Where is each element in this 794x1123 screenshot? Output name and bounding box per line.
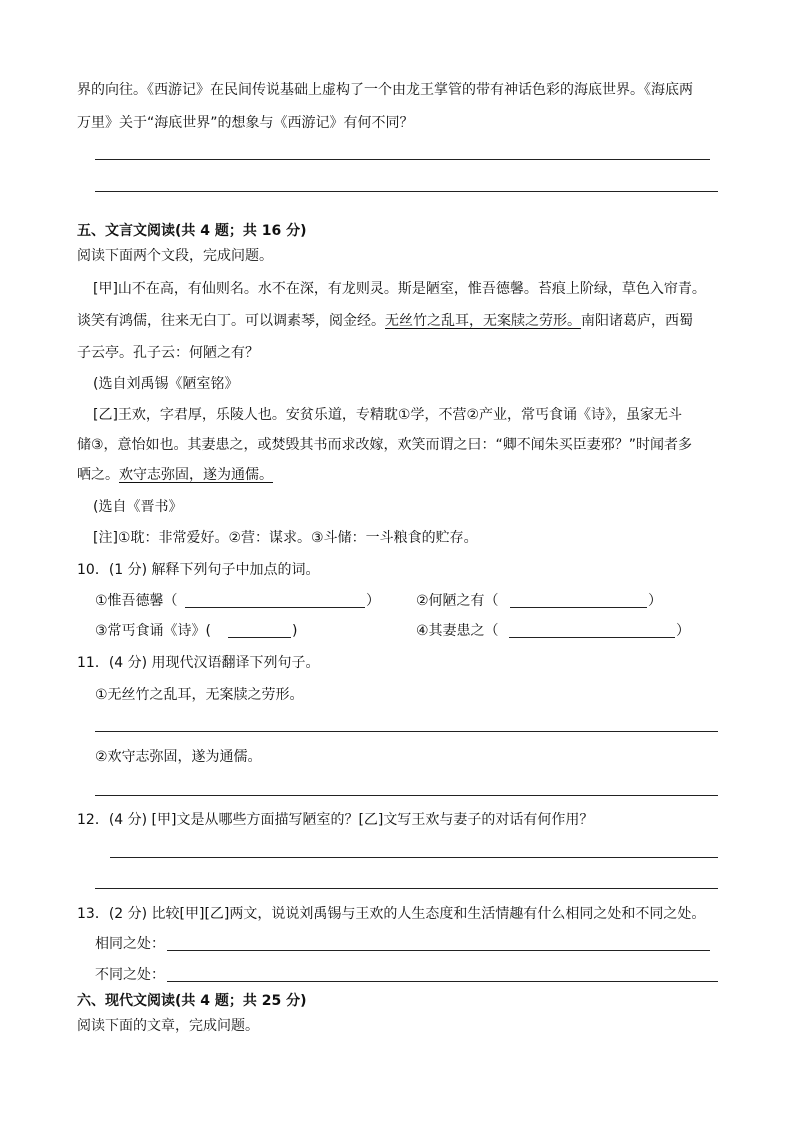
section-6-title: 六、现代文阅读(共 4 题；共 25 分) [77,993,307,1009]
question-13-stem: 13．(2 分) 比较[甲][乙]两文，说说刘禹锡与王欢的人生态度和生活情趣有什么相同之处和不同之处。 [77,906,706,922]
answer-line[interactable] [110,857,718,858]
passage-jia-source: (选自刘禹锡《陋室铭》 [93,376,239,392]
section-5-title: 五、文言文阅读(共 4 题；共 16 分) [77,223,307,239]
q10-item-2-blank[interactable] [510,607,647,608]
q10-item-2-label: ②何陋之有（ [416,593,499,609]
answer-line[interactable] [95,191,718,192]
q11-sentence-1: ①无丝竹之乱耳，无案牍之劳形。 [95,687,304,703]
q10-item-3-blank[interactable] [228,637,291,638]
q13-diff-answer-line[interactable] [167,981,718,982]
question-10-stem: 10．(1 分) 解释下列句子中加点的词。 [77,562,320,578]
q10-item-3-close: ) [292,623,298,639]
q10-item-2-close: ） [648,593,662,609]
answer-line[interactable] [95,795,718,796]
q10-item-3-label: ③常丐食诵《诗》( [95,623,212,639]
q13-same-label: 相同之处： [95,936,165,952]
passage-yi-line-1: [乙]王欢，字君厚，乐陵人也。安贫乐道，专精耽①学，不营②产业，常丐食诵《诗》，虽家无斗 [93,407,683,423]
q10-item-4-blank[interactable] [509,637,675,638]
q10-item-1-close: ） [366,593,380,609]
passage-jia-line-2: 谈笑有鸿儒，往来无白丁。可以调素琴，阅金经。无丝竹之乱耳，无案牍之劳形。南阳诸葛庐，西蜀 [77,313,693,329]
passage-jia-line-3: 子云亭。孔子云：何陋之有？ [77,345,259,361]
section-5-intro: 阅读下面两个文段，完成问题。 [77,248,273,264]
answer-line[interactable] [95,731,718,732]
q10-item-4-label: ④其妻患之（ [416,623,499,639]
underlined-sentence: 欢守志弥固，遂为通儒。 [119,467,273,483]
underlined-sentence: 无丝竹之乱耳，无案牍之劳形。 [385,313,581,329]
prev-question-line-1: 界的向往。《西游记》在民间传说基础上虚构了一个由龙王掌管的带有神话色彩的海底世界。《海底两 [77,82,693,98]
q10-item-1-blank[interactable] [185,607,365,608]
q13-diff-label: 不同之处： [95,967,165,983]
q10-item-1-label: ①惟吾德馨（ [95,593,178,609]
passage-jia-line-1: [甲]山不在高，有仙则名。水不在深，有龙则灵。斯是陋室，惟吾德馨。苔痕上阶绿，草色入帘青。 [93,281,706,297]
answer-line[interactable] [95,888,718,889]
passage-yi-line-2: 储③，意怡如也。其妻患之，或焚毁其书而求改嫁，欢笑而谓之曰：“卿不闻朱买臣妻邪？”时闻者多 [77,437,693,453]
q13-same-answer-line[interactable] [167,950,710,951]
question-12-stem: 12．(4 分) [甲]文是从哪些方面描写陋室的？[乙]文写王欢与妻子的对话有何作用？ [77,812,594,828]
passage-note: [注]①耽：非常爱好。②营：谋求。③斗储：一斗粮食的贮存。 [93,530,478,546]
passage-yi-source: (选自《晋书》 [93,499,183,515]
q11-sentence-2: ②欢守志弥固，遂为通儒。 [95,749,262,765]
q10-item-4-close: ） [676,623,690,639]
section-6-intro: 阅读下面的文章，完成问题。 [77,1018,259,1034]
prev-question-line-2: 万里》关于“海底世界”的想象与《西游记》有何不同？ [77,115,414,131]
passage-yi-line-3: 哂之。欢守志弥固，遂为通儒。 [77,467,273,483]
question-11-stem: 11．(4 分) 用现代汉语翻译下列句子。 [77,655,320,671]
answer-line[interactable] [95,159,710,160]
